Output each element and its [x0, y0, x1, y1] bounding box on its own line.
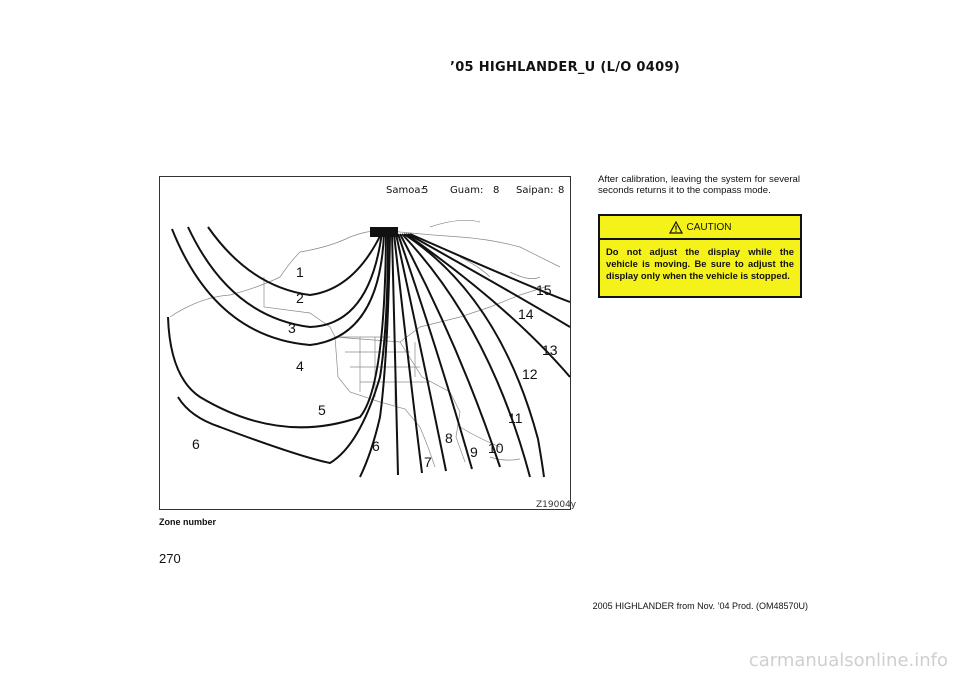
island-zone-saipan: 8 [558, 185, 565, 196]
zone-map-figure [159, 176, 577, 510]
body-paragraph: After calibration, leaving the system for several seconds returns it to the compass mode. [598, 174, 800, 196]
zone-number: 4 [296, 358, 304, 374]
zone-number: 7 [424, 454, 432, 470]
island-zone-guam: 8 [493, 185, 500, 196]
footer-text: 2005 HIGHLANDER from Nov. ’04 Prod. (OM48570U) [592, 601, 808, 611]
caution-text: Do not adjust the display while the vehicle is moving. Be sure to adjust the display only when the vehicle is stopped. [606, 246, 794, 281]
magnetic-pole-marker [370, 227, 398, 237]
caution-header [600, 216, 800, 240]
watermark: carmanualsonline.info [748, 650, 948, 671]
island-zone-samoa: 5 [422, 185, 429, 196]
zone-number: 8 [445, 430, 453, 446]
zone-number: 2 [296, 290, 304, 306]
island-name-guam: Guam: [450, 185, 484, 196]
zone-number: 15 [536, 282, 552, 298]
caution-heading: CAUTION [686, 221, 732, 233]
zone-number: 13 [542, 342, 558, 358]
warning-triangle-icon [669, 221, 683, 234]
zone-number: 9 [470, 444, 478, 460]
figure-caption: Zone number [159, 517, 217, 527]
zone-number: 3 [288, 320, 296, 336]
running-header: ’05 HIGHLANDER_U (L/O 0409) [449, 60, 681, 75]
island-name-samoa: Samoa: [386, 185, 424, 196]
zone-number: 12 [522, 366, 538, 382]
zone-number: 5 [318, 402, 326, 418]
zone-map-svg [160, 177, 577, 511]
island-name-saipan: Saipan: [516, 185, 554, 196]
zone-number: 10 [488, 440, 504, 456]
zone-number: 14 [518, 306, 534, 322]
zone-number: 6 [192, 436, 200, 452]
zone-number: 6 [372, 438, 380, 454]
caution-box [598, 214, 802, 298]
figure-code: Z19004y [536, 500, 577, 510]
page-number: 270 [159, 551, 181, 566]
zone-number: 1 [296, 264, 304, 280]
zone-number: 11 [508, 410, 523, 426]
